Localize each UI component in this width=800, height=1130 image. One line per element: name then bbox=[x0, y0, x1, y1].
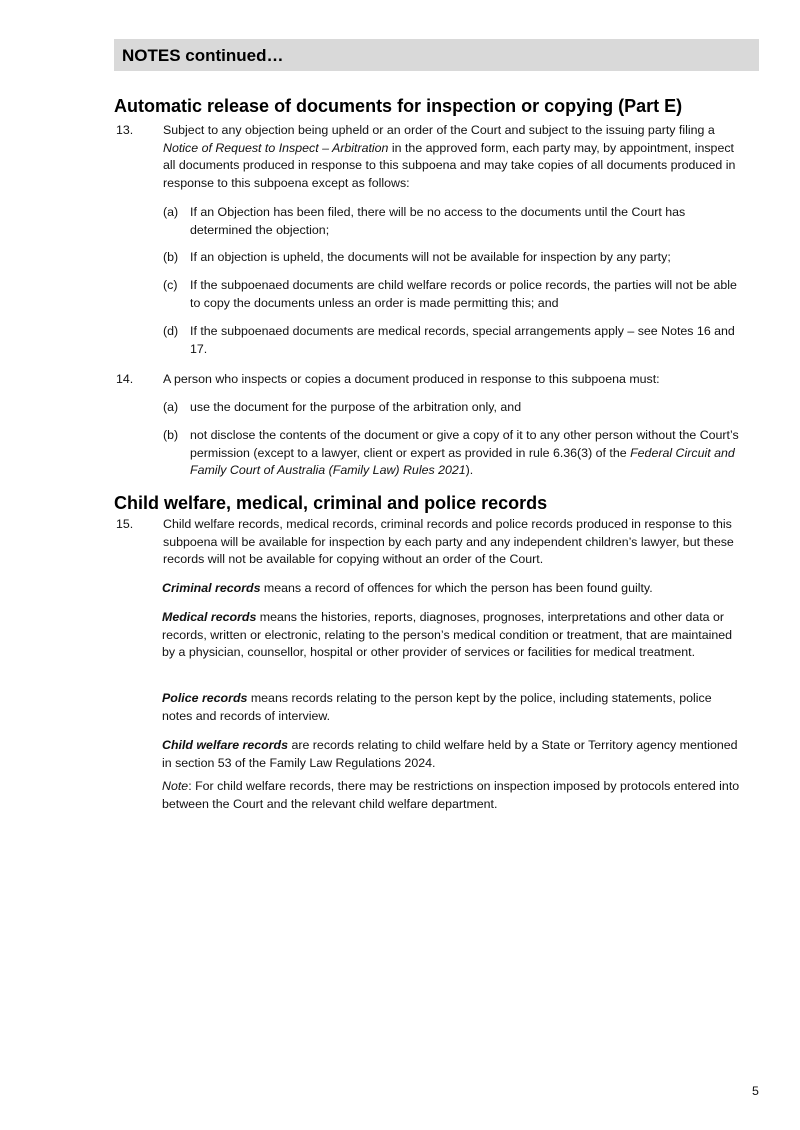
note-15-text: Child welfare records, medical records, criminal records and police records produced in response to this subpoena will be available for inspection by each party and any independent children’s lawyer, but these records will not be available for copying without an order of the Court. bbox=[163, 517, 734, 566]
item-text: If an objection is upheld, the documents will not be available for inspection by any party; bbox=[190, 250, 671, 264]
note-13-item-c bbox=[163, 277, 743, 312]
section-heading-records: Child welfare, medical, criminal and police records bbox=[114, 493, 548, 513]
item-text: If the subpoenaed documents are child welfare records or police records, the parties will not be able to copy the documents unless an order is made permitting this; and bbox=[190, 278, 737, 310]
item-text: use the document for the purpose of the arbitration only, and bbox=[190, 400, 522, 414]
note-13-text-end: in the approved form, each party may, by appointment, inspect all documents produced in response to this subpoena and may take copies of all documents produced in response to this subpoena except as follows: bbox=[163, 140, 736, 190]
rules-title: Federal Circuit and Family Court of Australia (Family Law) Rules 2021 bbox=[190, 445, 735, 477]
note-14-item-a bbox=[163, 399, 743, 417]
note-text: : For child welfare records, there may be restrictions on inspection imposed by protocols entered into between the Court and the relevant child welfare department. bbox=[162, 779, 740, 811]
definition-text: are records relating to child welfare held by a State or Territory agency mentioned in section 53 of the Family Law Regulations 2024. bbox=[162, 738, 738, 770]
item-label: (d) bbox=[163, 324, 179, 338]
note-13-text-start: Subject to any objection being upheld or an order of the Court and subject to the issuing party filing a bbox=[163, 123, 715, 137]
item-label: (c) bbox=[163, 278, 178, 292]
item-text: If an Objection has been filed, there will be no access to the documents until the Court has determined the objection; bbox=[190, 205, 686, 237]
note-14-item-b bbox=[163, 427, 743, 480]
item-text-end: ). bbox=[465, 463, 474, 477]
note-number-14: 14. bbox=[116, 372, 134, 386]
item-label: (b) bbox=[163, 250, 179, 264]
note-label: Note bbox=[162, 779, 189, 793]
notes-continued-banner: NOTES continued… bbox=[114, 39, 759, 71]
definition-criminal-records bbox=[162, 580, 742, 598]
section-heading-automatic-release: Automatic release of documents for inspection or copying (Part E) bbox=[114, 96, 683, 116]
definition-text: means the histories, reports, diagnoses, prognoses, interpretations and other data or records, written or electronic, relating to the person’s medical condition or treatment, that are maintained by a physician, counsellor, hospital or other provider of services or facilities for medical treatment. bbox=[162, 610, 733, 659]
definition-term: Criminal records bbox=[162, 581, 261, 595]
definition-text: means records relating to the person kept by the police, including statements, police notes and records of interview. bbox=[162, 691, 712, 723]
note-number-15: 15. bbox=[116, 517, 134, 531]
definition-police-records bbox=[162, 690, 742, 725]
note-13-item-b bbox=[163, 249, 743, 267]
note-14-text: A person who inspects or copies a document produced in response to this subpoena must: bbox=[163, 372, 660, 386]
child-welfare-note bbox=[162, 778, 742, 813]
definition-text: means a record of offences for which the person has been found guilty. bbox=[260, 581, 653, 595]
definition-term: Child welfare records bbox=[162, 738, 289, 752]
notice-of-request-title: Notice of Request to Inspect – Arbitration bbox=[163, 140, 389, 155]
note-number-13: 13. bbox=[116, 123, 134, 137]
definition-child-welfare-records bbox=[162, 737, 742, 772]
item-text bbox=[190, 427, 743, 480]
definition-term: Police records bbox=[162, 691, 248, 705]
item-text-start: not disclose the contents of the document or give a copy of it to any other person without the Court’s permission (except to a lawyer, client or expert as provided in rule 6.36(3) of the bbox=[190, 428, 739, 460]
definition-medical-records bbox=[162, 609, 742, 662]
item-label: (b) bbox=[163, 428, 179, 442]
definition-term: Medical records bbox=[162, 610, 257, 624]
page-number: 5 bbox=[752, 1084, 759, 1098]
note-13-text bbox=[163, 122, 743, 192]
item-label: (a) bbox=[163, 400, 179, 414]
item-text: If the subpoenaed documents are medical records, special arrangements apply – see Notes 16 and 17. bbox=[190, 324, 735, 356]
note-13-item-d bbox=[163, 323, 743, 358]
item-label: (a) bbox=[163, 205, 179, 219]
note-13-item-a bbox=[163, 204, 743, 239]
